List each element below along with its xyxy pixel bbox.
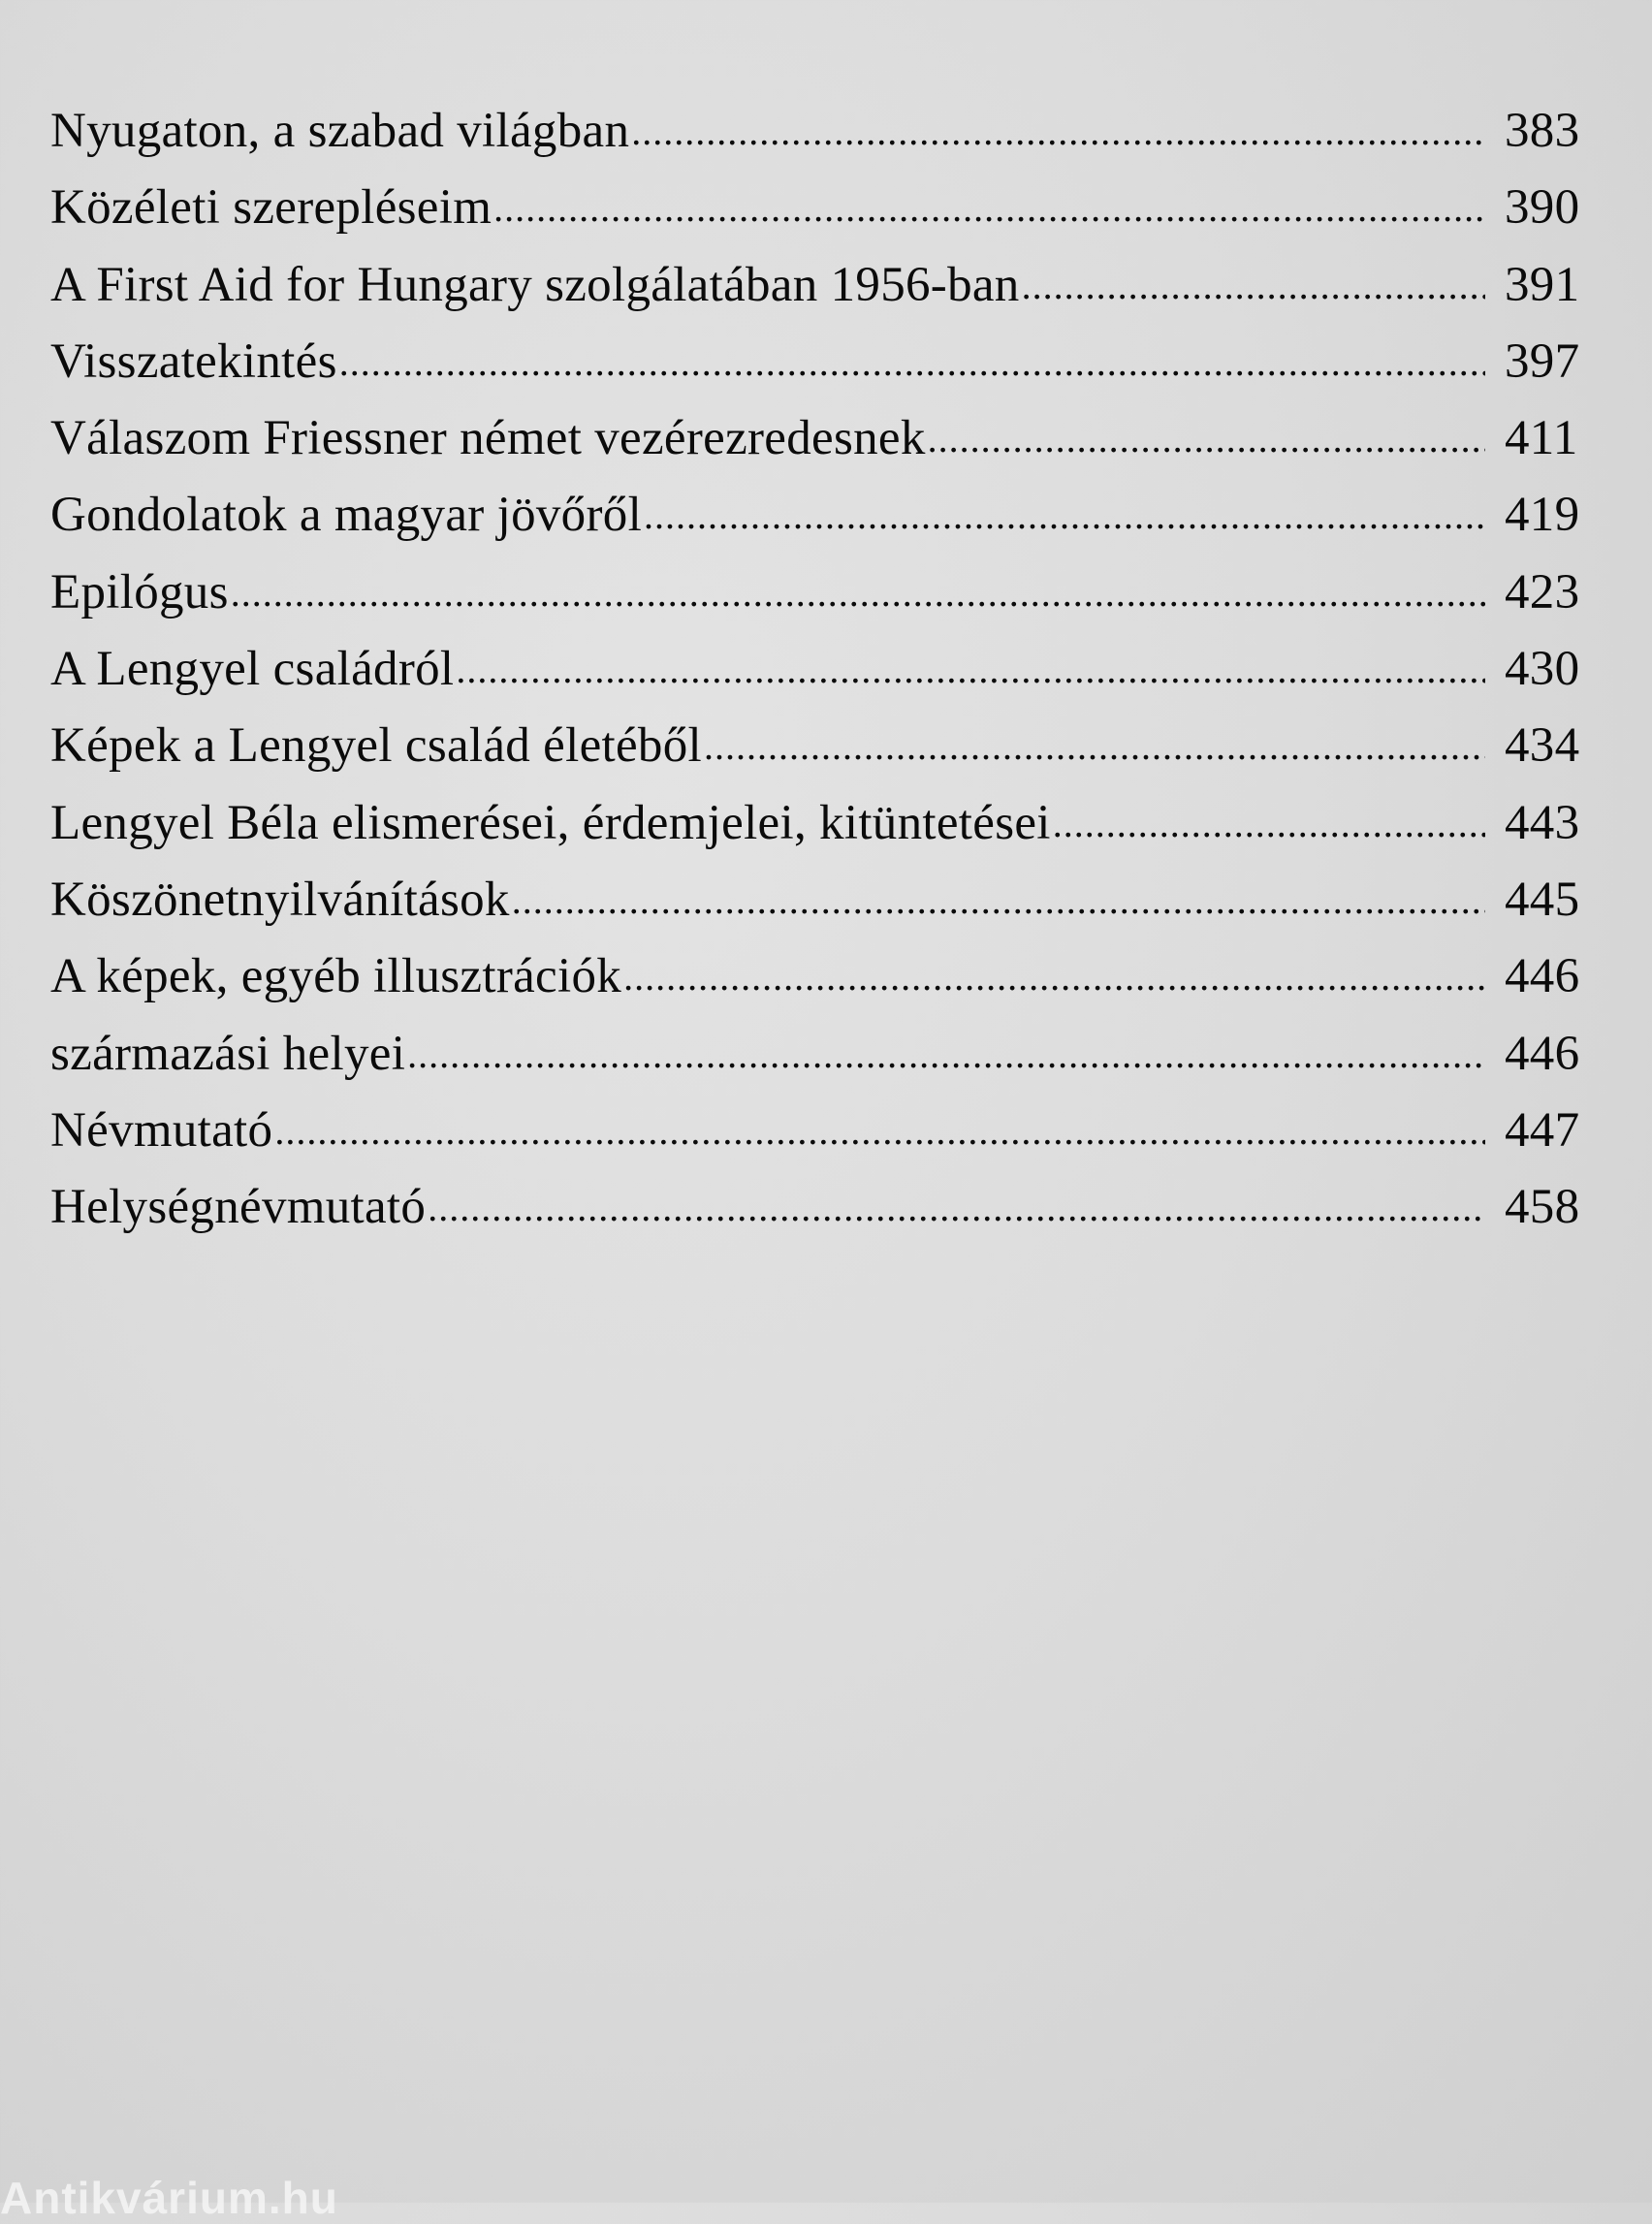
toc-entry-page: 419	[1505, 488, 1580, 543]
toc-entry-title: Gondolatok a magyar jövőről	[50, 488, 643, 543]
toc-entry-title: Visszatekintés	[50, 334, 337, 389]
toc-entry-page: 434	[1505, 718, 1580, 774]
toc-entry-title: Képek a Lengyel család életéből	[50, 718, 702, 774]
dot-leader	[631, 91, 1485, 170]
toc-entry-page: 447	[1505, 1102, 1580, 1158]
toc-entry	[50, 938, 1602, 1015]
dot-leader	[339, 322, 1485, 400]
toc-entry-title: Köszönetnyilvánítások	[50, 872, 510, 927]
toc-entry-page: 443	[1505, 795, 1580, 850]
dot-leader	[231, 553, 1485, 631]
toc-entry	[50, 1093, 1602, 1169]
dot-leader	[493, 168, 1485, 246]
toc-entry	[50, 785, 1602, 862]
toc-entry	[50, 555, 1602, 631]
toc-entry-title: A First Aid for Hungary szolgálatában 1956-ban	[50, 257, 1020, 312]
dot-leader	[407, 1014, 1485, 1093]
toc-entry-title: Válaszom Friessner német vezérezredesnek	[50, 411, 926, 466]
toc-entry-title: származási helyei	[50, 1026, 406, 1081]
toc-entry	[50, 93, 1602, 170]
toc-entry	[50, 477, 1602, 554]
dot-leader	[1022, 245, 1485, 324]
dot-leader	[512, 860, 1485, 938]
dot-leader	[644, 475, 1485, 554]
toc-entry-title: Közéleti szerepléseim	[50, 180, 492, 236]
dot-leader	[623, 937, 1485, 1015]
toc-entry-page: 445	[1505, 872, 1580, 927]
toc-entry-title: Lengyel Béla elismerései, érdemjelei, kitüntetései	[50, 795, 1051, 850]
toc-entry	[50, 862, 1602, 938]
toc-entry	[50, 170, 1602, 246]
toc-entry-title: Nyugaton, a szabad világban	[50, 104, 630, 158]
toc-entry	[50, 400, 1602, 477]
toc-entry-title: Helységnévmutató	[50, 1180, 427, 1235]
dot-leader	[456, 629, 1485, 708]
dot-leader	[928, 398, 1485, 477]
toc-entry	[50, 1169, 1602, 1246]
dot-leader	[274, 1091, 1485, 1169]
toc-entry-page: 446	[1505, 1026, 1580, 1081]
toc-entry	[50, 631, 1602, 708]
toc-entry-page: 430	[1505, 642, 1580, 697]
toc-entry-page: 390	[1505, 180, 1580, 236]
toc-entry-title: A képek, egyéb illusztrációk	[50, 949, 622, 1004]
dot-leader	[428, 1167, 1485, 1246]
dot-leader	[1053, 783, 1485, 862]
toc-entry	[50, 324, 1602, 400]
toc-entry-title: A Lengyel családról	[50, 642, 455, 697]
toc-entry-page: 458	[1505, 1180, 1580, 1235]
toc-entry-page: 411	[1505, 411, 1578, 466]
toc-entry-page: 423	[1505, 564, 1580, 620]
toc-entry-page: 391	[1505, 257, 1580, 312]
toc-entry-page: 383	[1505, 104, 1580, 158]
toc-entry-page: 397	[1505, 334, 1580, 389]
dot-leader	[704, 706, 1485, 784]
toc-entry	[50, 708, 1602, 784]
watermark: Antikvárium.hu	[0, 2173, 338, 2223]
table-of-contents	[50, 93, 1602, 1246]
toc-entry-page: 446	[1505, 949, 1580, 1004]
toc-entry-title: Névmutató	[50, 1102, 273, 1158]
toc-entry-title: Epilógus	[50, 564, 229, 620]
toc-entry	[50, 247, 1602, 324]
toc-entry	[50, 1016, 1602, 1093]
